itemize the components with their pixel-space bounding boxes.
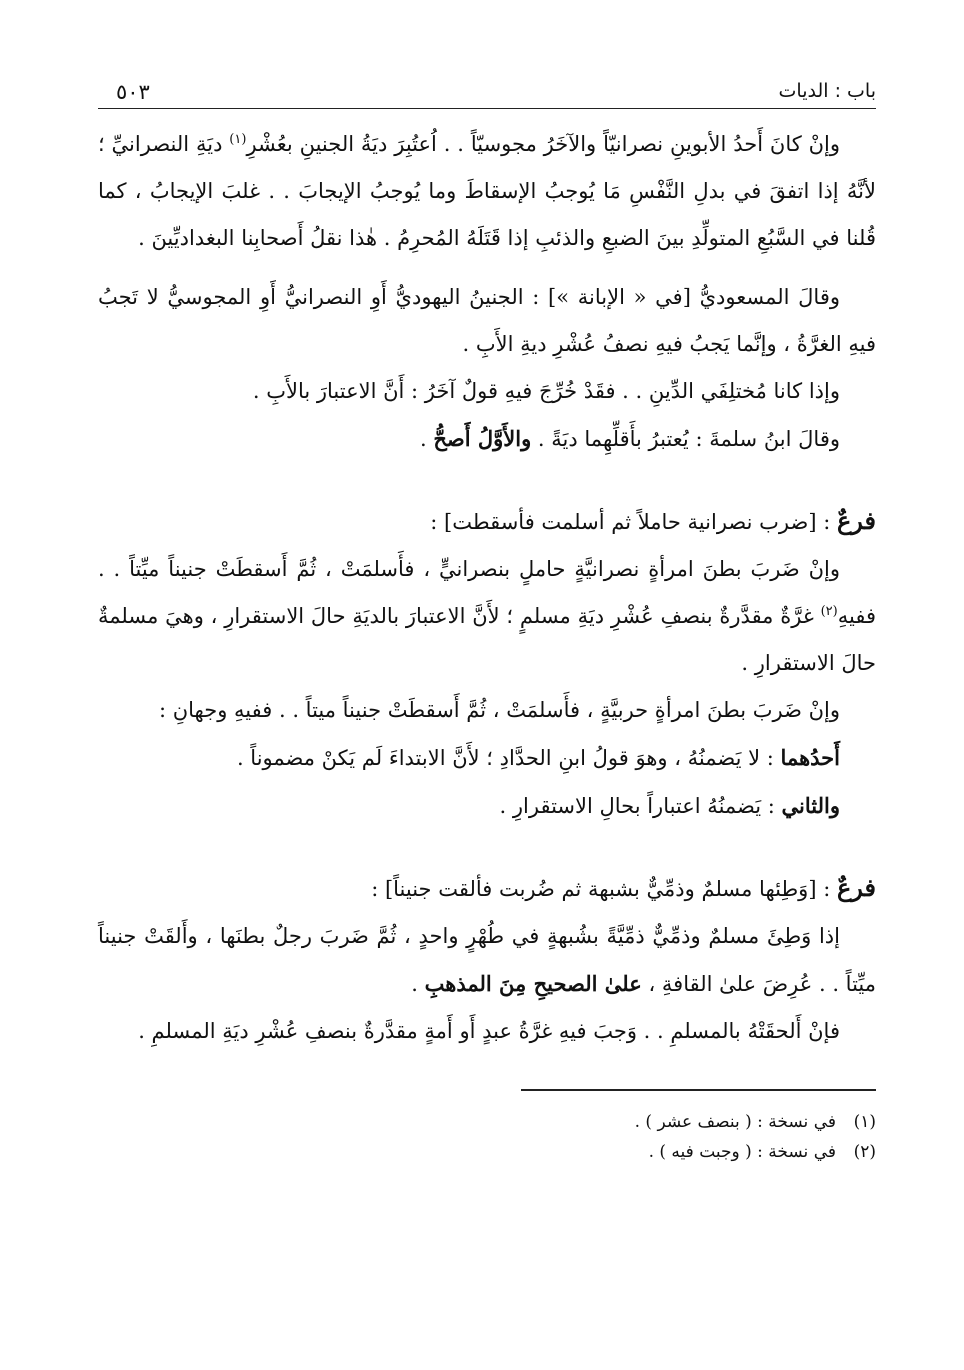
page-number: ٥٠٣ [116,80,150,104]
paragraph-text: إذا وَطِئَ مسلمٌ وذمِّيٌّ ذمِّيَّةً بشُبهةٍ في طُهْرٍ واحدٍ ، ثُمَّ ضَربَ رجلٌ بطنَها ، وأَلقَتْ جنيناً ميِّتاً . . عُرِضَ علىٰ القافةِ ، [98,924,876,996]
paragraph-text: ديَةِ النصرانيِّ ؛ لأنَّهُ إذا اتفقَ في بدلِ النَّفْسِ مَا يُوجبُ الإسقاطَ وما يُوجبُ الإيجابَ . . غلبَ الإيجابُ ، كما قُلنا في السَّبُعِ المتولِّدِ بينَ الضبعِ والذئبِ إذا قَتَلَهُ المُحرِمُ . هٰذا نقلُ أَصحابِنا البغداديِّينَ . [98,132,876,250]
footnote-number: (١) [853,1112,876,1132]
paragraph-text: وإذا كانا مُختلِفَي الدِّينِ . . فقَدْ خُرِّجَ فيهِ قولٌ آخَرُ : أَنَّ الاعتبارَ بالأَبِ . [252,379,840,403]
paragraph-text: وقالَ ابنُ سلمةَ : يُعتبرُ بأَقلِّهِما ديَةً . [531,427,840,451]
footnote [98,1107,876,1137]
opinion-label: والثاني [781,793,840,818]
opinion-label: أَحدُهما [780,745,840,770]
paragraph [98,368,876,415]
section-gap [98,830,876,864]
paragraph [98,913,876,1008]
paragraph [98,734,876,782]
book-page [98,70,876,1167]
footnote [98,1137,876,1167]
paragraph [98,546,876,687]
page-body [98,121,876,1055]
running-title: باب : الديات [778,80,876,102]
paragraph [98,782,876,830]
paragraph [98,1008,876,1055]
paragraph [98,274,876,368]
ruling-bold: والأَوَّلُ أَصحُّ [433,426,532,451]
paragraph [98,415,876,463]
paragraph [98,121,876,262]
paragraph-text: غرَّةٌ مقدَّرةٌ بنصفِ عُشْرِ ديَةِ مسلمٍ ؛ لأَنَّ الاعتبارَ بالديَةِ حالَ الاستقرارِ ، وهيَ مسلمةٌ حالَ الاستقرارِ . [98,604,876,675]
paragraph-text: : لا يَضمنُهُ ، وهوَ قولُ ابنِ الحدَّادِ ؛ لأَنَّ الابتداءَ لَم يَكنْ مضموناً . [236,746,781,770]
branch-label: فرعٌ [836,873,876,902]
ruling-bold: علىٰ الصحيحِ مِنَ المذهبِ [424,971,642,996]
paragraph-text: : يَضمنُهُ اعتباراً بحالِ الاستقرارِ . [499,794,782,818]
paragraph-text: . [411,972,425,996]
branch-heading [98,864,876,913]
page-header [98,70,876,109]
paragraph-text: فإنْ أَلحقَتْهُ بالمسلمِ . . وَجبَ فيهِ غرَّةُ عبدٍ أَو أَمةٍ مقدَّرةٌ بنصفِ عُشْرِ ديَةِ المسلمِ . [138,1019,840,1043]
footnote-number: (٢) [853,1142,876,1162]
branch-label: فرعٌ [836,506,876,535]
paragraph-text: . [420,427,434,451]
paragraph-text: وإنْ كانَ أَحدُ الأبوينِ نصرانيّاً والآخَرُ مجوسيّاً . . اُعتُبِرَ ديَةُ الجنينِ بعُشْرِ [246,132,840,156]
paragraph-text: وقالَ المسعوديُّ [في « الإبانة »] : الجنينُ اليهوديُّ أَوِ النصرانيُّ أَوِ المجوسيُّ لا تَجبُ فيهِ الغرَّةُ ، وإنَّما يَجبُ فيهِ نصفُ عُشْرِ ديةِ الأَبِ . [98,285,876,356]
branch-title: : [ضرب نصرانية حاملاً ثم أسلمت فأسقطت] : [430,510,837,534]
footnote-ref: (٢) [820,604,838,619]
footnote-text: في نسخة : ( وجبت فيه ) . [648,1142,836,1162]
footnote-ref: (١) [229,132,247,147]
branch-heading [98,497,876,546]
footnote-text: في نسخة : ( بنصف عشر ) . [634,1112,836,1132]
paragraph-text: وإنْ ضَربَ بطنَ امرأةٍ حربيَّةٍ ، فأَسلمَتْ ، ثُمَّ أَسقطَتْ جنيناً ميتاً . . ففيهِ وجهانِ : [158,698,840,722]
paragraph [98,687,876,734]
footnotes [98,1107,876,1167]
paragraph-text: وإنْ ضَربَ بطنَ امرأةٍ نصرانيَّةٍ حاملٍ بنصرانيٍّ ، فأَسلمَتْ ، ثُمَّ أَسقطَتْ جنيناً ميِّتاً . . ففيهِ [98,557,876,628]
footnote-separator [521,1089,876,1091]
section-gap [98,463,876,497]
branch-title: : [وَطِئها مسلمٌ وذمِّيٌّ بشبهة ثم ضُربت فألقت جنيناً] : [371,877,837,901]
